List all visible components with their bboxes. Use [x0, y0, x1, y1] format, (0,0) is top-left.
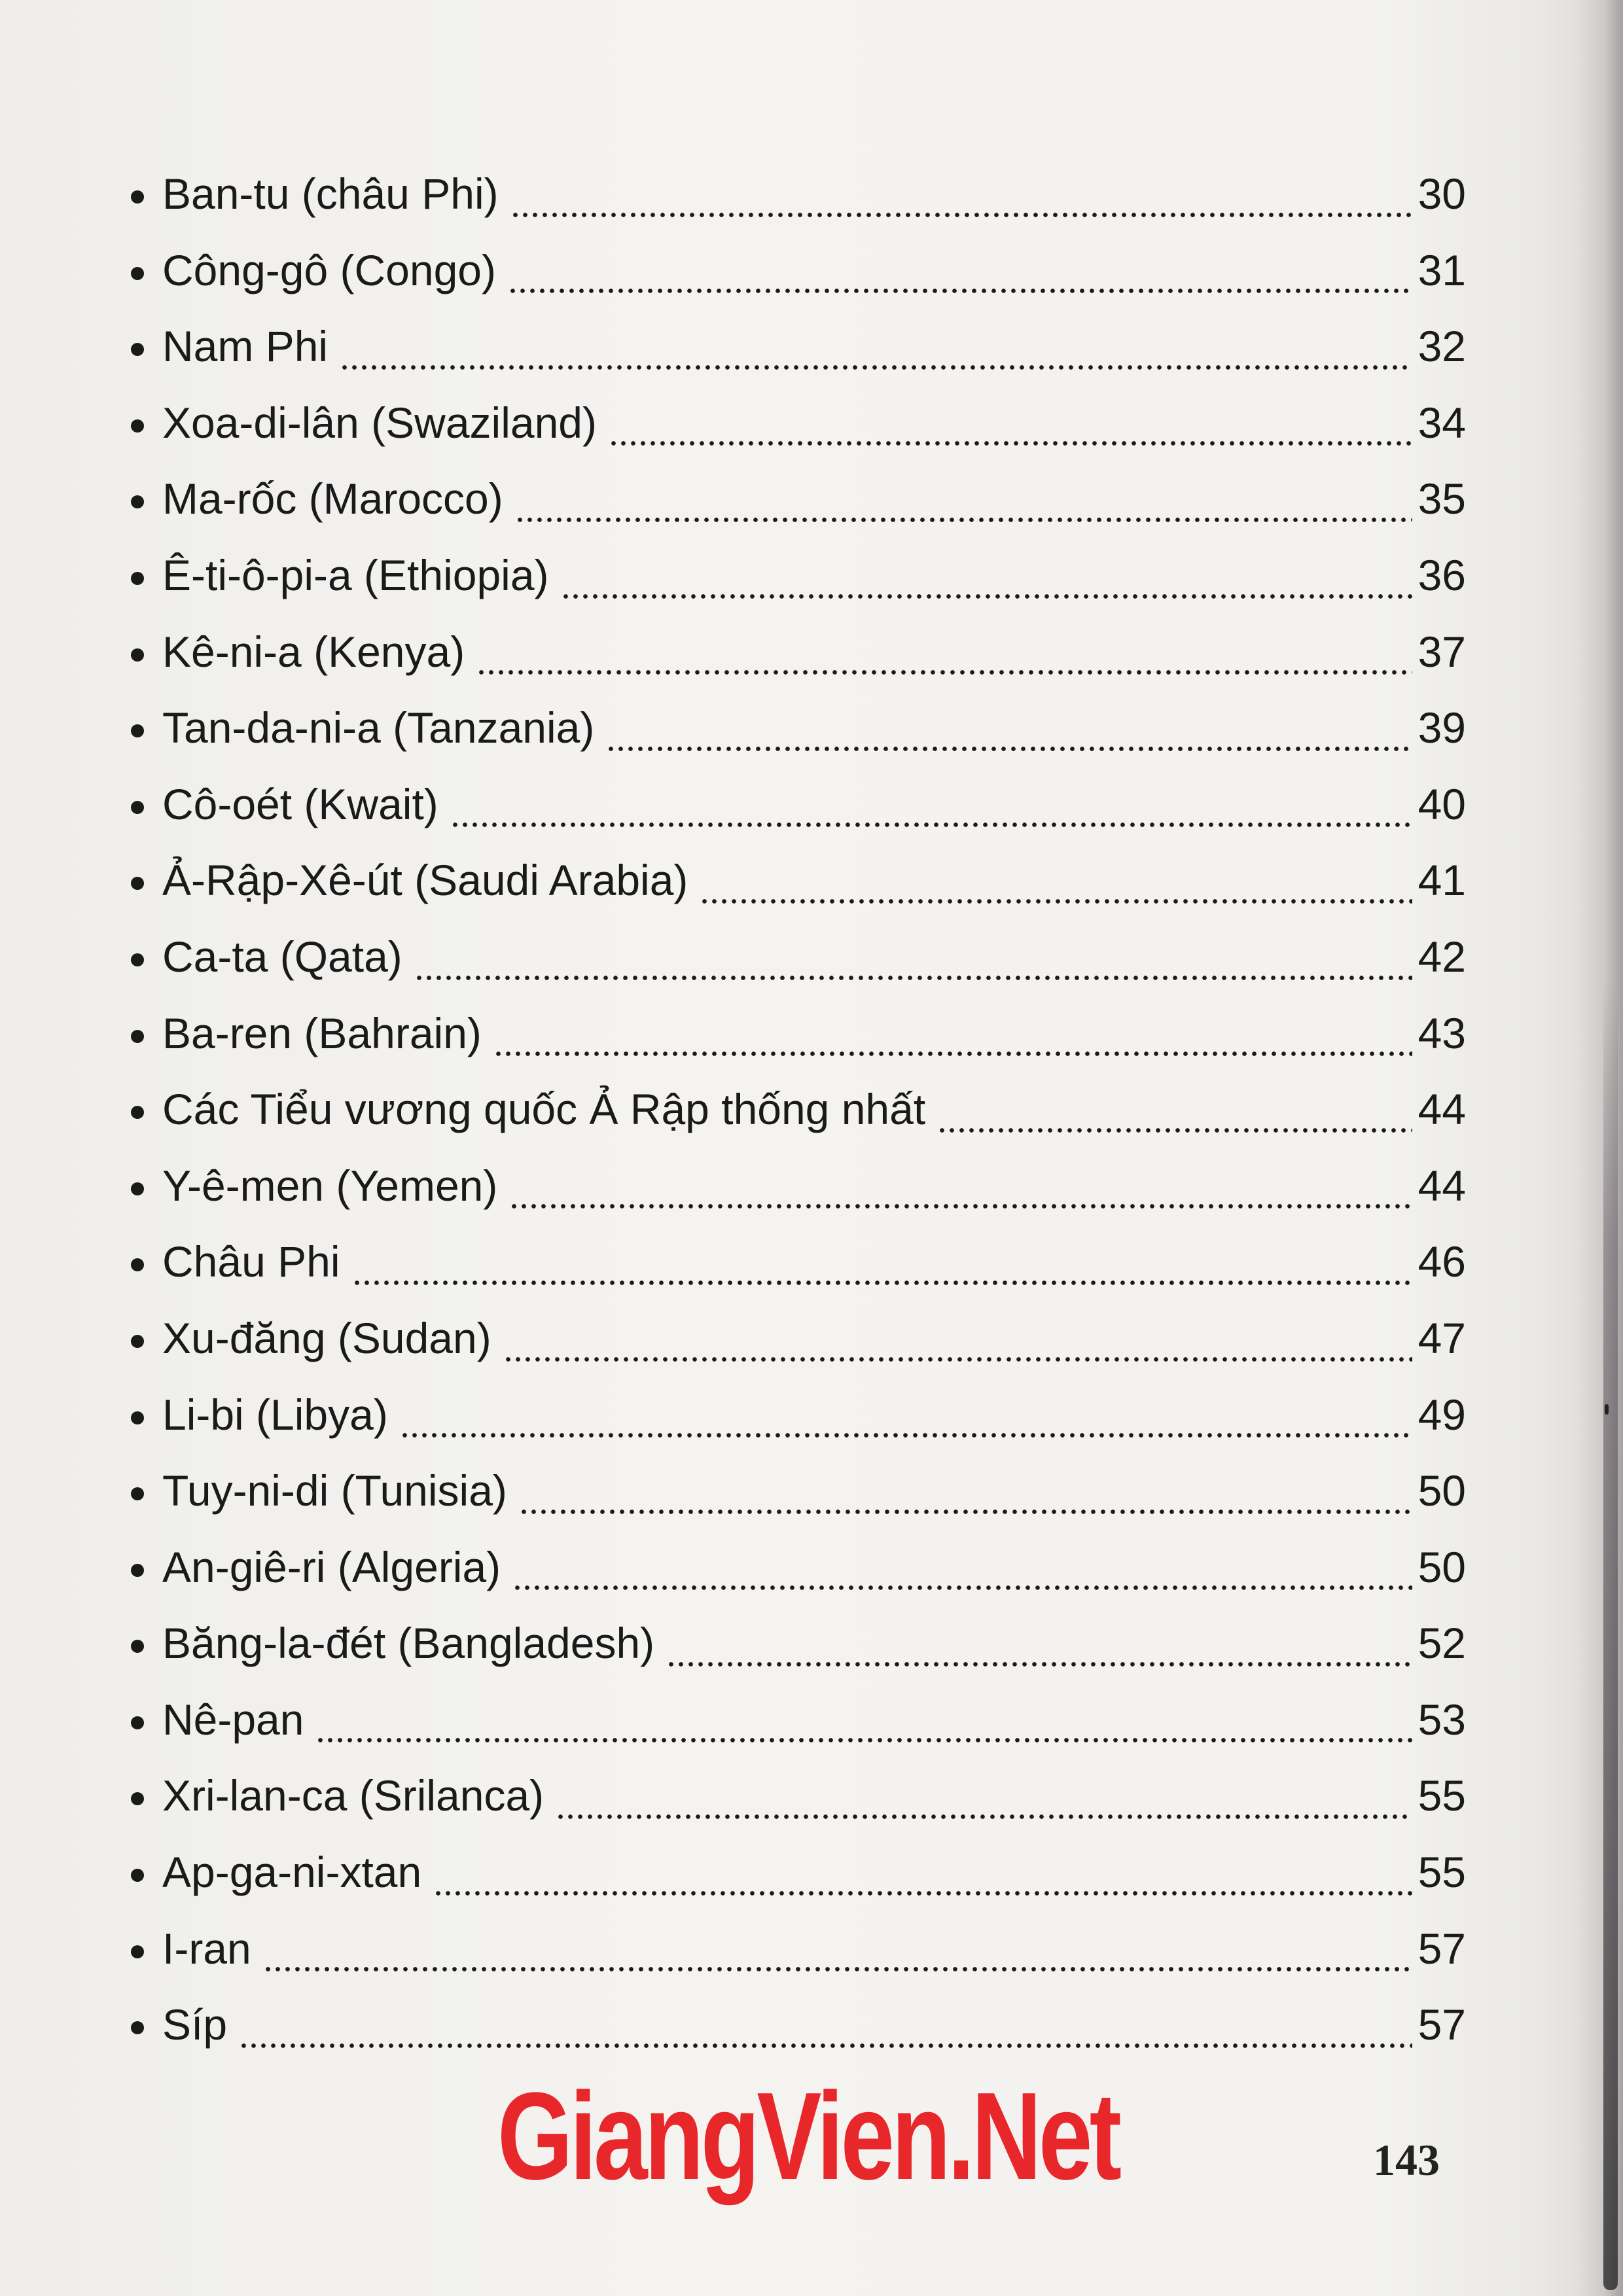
toc-entry: [131, 919, 1466, 995]
toc-entry-title: Xri-lan-ca (Srilanca): [162, 1771, 544, 1820]
toc-entry-page: 50: [1418, 1542, 1466, 1591]
toc-entry-title: Ê-ti-ô-pi-a (Ethiopia): [162, 550, 549, 599]
dot-leader: [450, 787, 1412, 830]
toc-entry-page: 43: [1418, 1008, 1466, 1057]
toc-entry-title: Ca-ta (Qata): [162, 932, 402, 981]
toc-entry: [131, 766, 1466, 843]
bullet-icon: [131, 2021, 144, 2034]
dot-leader: [561, 559, 1412, 602]
dot-leader: [508, 253, 1412, 296]
toc-entry-page: 39: [1418, 703, 1466, 752]
toc-entry-page: 35: [1418, 474, 1466, 523]
dot-leader: [606, 711, 1412, 754]
binding-edge: [1603, 981, 1618, 2290]
toc-entry-page: 34: [1418, 398, 1466, 447]
dot-leader: [352, 1245, 1412, 1288]
toc-entry-page: 49: [1418, 1390, 1466, 1439]
toc-entry-title: Xu-đăng (Sudan): [162, 1313, 491, 1362]
toc-entry-title: Nam Phi: [162, 322, 329, 371]
bullet-icon: [131, 1640, 144, 1653]
dot-leader: [512, 1550, 1412, 1593]
toc-entry: [131, 1757, 1466, 1834]
dot-leader: [493, 1016, 1412, 1059]
bullet-icon: [131, 953, 144, 966]
dot-leader: [937, 1093, 1412, 1136]
margin-mark: [1605, 1404, 1609, 1415]
toc-entry: [131, 1682, 1466, 1758]
toc-entry-title: An-giê-ri (Algeria): [162, 1542, 501, 1591]
bullet-icon: [131, 1564, 144, 1577]
toc-entry-title: Công-gô (Congo): [162, 245, 496, 294]
toc-entry-page: 41: [1418, 856, 1466, 905]
bullet-icon: [131, 1182, 144, 1195]
dot-leader: [666, 1627, 1412, 1670]
toc-entry: [131, 842, 1466, 919]
dot-leader: [519, 1474, 1412, 1517]
toc-entry: [131, 537, 1466, 614]
bullet-icon: [131, 1716, 144, 1729]
toc-entry: [131, 1224, 1466, 1300]
toc-entry-page: 46: [1418, 1237, 1466, 1286]
toc-entry-title: Các Tiểu vương quốc Ả Rập thống nhất: [162, 1085, 926, 1134]
bullet-icon: [131, 1030, 144, 1043]
toc-entry: [131, 308, 1466, 385]
toc-entry: [131, 690, 1466, 766]
toc-entry: [131, 1148, 1466, 1224]
bullet-icon: [131, 648, 144, 662]
dot-leader: [400, 1398, 1412, 1441]
bullet-icon: [131, 724, 144, 737]
bullet-icon: [131, 877, 144, 890]
toc-entry-page: 52: [1418, 1619, 1466, 1668]
dot-leader: [414, 940, 1412, 983]
toc-entry: [131, 1911, 1466, 1987]
toc-entry-page: 36: [1418, 550, 1466, 599]
toc-entry-title: Tuy-ni-di (Tunisia): [162, 1466, 507, 1515]
toc-entry: [131, 1071, 1466, 1148]
bullet-icon: [131, 267, 144, 280]
toc-entry-page: 57: [1418, 2000, 1466, 2049]
watermark-logo: GiangVien.Net: [497, 2067, 1119, 2206]
bullet-icon: [131, 1945, 144, 1958]
toc-entry-title: Ap-ga-ni-xtan: [162, 1848, 422, 1897]
dot-leader: [433, 1856, 1412, 1899]
toc-entry-page: 32: [1418, 322, 1466, 371]
toc-entry-title: Kê-ni-a (Kenya): [162, 627, 465, 676]
toc-entry-title: Li-bi (Libya): [162, 1390, 388, 1439]
bullet-icon: [131, 801, 144, 814]
toc-entry-title: Ma-rốc (Marocco): [162, 474, 503, 523]
toc-entry-page: 47: [1418, 1313, 1466, 1362]
toc-entry-title: Châu Phi: [162, 1237, 340, 1286]
toc-entry-title: I-ran: [162, 1924, 251, 1973]
toc-entry-page: 57: [1418, 1924, 1466, 1973]
dot-leader: [609, 406, 1412, 449]
bullet-icon: [131, 1411, 144, 1424]
bullet-icon: [131, 495, 144, 508]
toc-entry: [131, 995, 1466, 1072]
dot-leader: [556, 1779, 1412, 1822]
toc-entry: [131, 461, 1466, 537]
toc-entry-title: Tan-da-ni-a (Tanzania): [162, 703, 595, 752]
bullet-icon: [131, 1258, 144, 1271]
toc-entry: [131, 232, 1466, 309]
page-number: 143: [1373, 2135, 1440, 2185]
dot-leader: [315, 1703, 1412, 1746]
dot-leader: [509, 1169, 1412, 1212]
toc-entry-page: 55: [1418, 1771, 1466, 1820]
toc-entry-title: Y-ê-men (Yemen): [162, 1161, 498, 1210]
toc-entry: [131, 1834, 1466, 1911]
bullet-icon: [131, 1487, 144, 1500]
toc-entry: [131, 1453, 1466, 1529]
bullet-icon: [131, 1106, 144, 1119]
dot-leader: [510, 177, 1412, 221]
toc-entry-title: Síp: [162, 2000, 228, 2049]
toc-entry-title: Cô-oét (Kwait): [162, 779, 438, 828]
toc-entry-title: Ba-ren (Bahrain): [162, 1008, 482, 1057]
toc-entry-page: 42: [1418, 932, 1466, 981]
toc-entry-page: 37: [1418, 627, 1466, 676]
toc-entry-title: Băng-la-đét (Bangladesh): [162, 1619, 655, 1668]
bullet-icon: [131, 572, 144, 585]
dot-leader: [476, 635, 1412, 678]
toc-entry-page: 44: [1418, 1085, 1466, 1134]
bullet-icon: [131, 190, 144, 203]
toc-entry: [131, 385, 1466, 461]
dot-leader: [263, 1932, 1412, 1975]
toc-entry-page: 31: [1418, 245, 1466, 294]
bullet-icon: [131, 1335, 144, 1348]
dot-leader: [239, 2008, 1412, 2051]
toc-entry: [131, 614, 1466, 690]
toc-entry: [131, 1300, 1466, 1377]
toc-entry-title: Xoa-di-lân (Swaziland): [162, 398, 597, 447]
bullet-icon: [131, 1869, 144, 1882]
bullet-icon: [131, 343, 144, 356]
toc-entry-title: Ả-Rập-Xê-út (Saudi Arabia): [162, 856, 688, 905]
toc-entry: [131, 1605, 1466, 1682]
dot-leader: [700, 864, 1412, 907]
toc-entry-page: 55: [1418, 1848, 1466, 1897]
dot-leader: [503, 1322, 1412, 1365]
toc-entry-page: 30: [1418, 169, 1466, 218]
dot-leader: [340, 330, 1412, 373]
toc-entry: [131, 156, 1466, 232]
toc-entry-title: Ban-tu (châu Phi): [162, 169, 499, 218]
table-of-contents: [131, 156, 1466, 2063]
dot-leader: [515, 482, 1412, 525]
toc-entry-page: 40: [1418, 779, 1466, 828]
toc-entry-title: Nê-pan: [162, 1695, 304, 1744]
toc-entry: [131, 1529, 1466, 1606]
toc-entry-page: 53: [1418, 1695, 1466, 1744]
bullet-icon: [131, 419, 144, 433]
toc-entry-page: 50: [1418, 1466, 1466, 1515]
toc-entry: [131, 1987, 1466, 2063]
toc-entry-page: 44: [1418, 1161, 1466, 1210]
toc-entry: [131, 1377, 1466, 1453]
bullet-icon: [131, 1792, 144, 1805]
